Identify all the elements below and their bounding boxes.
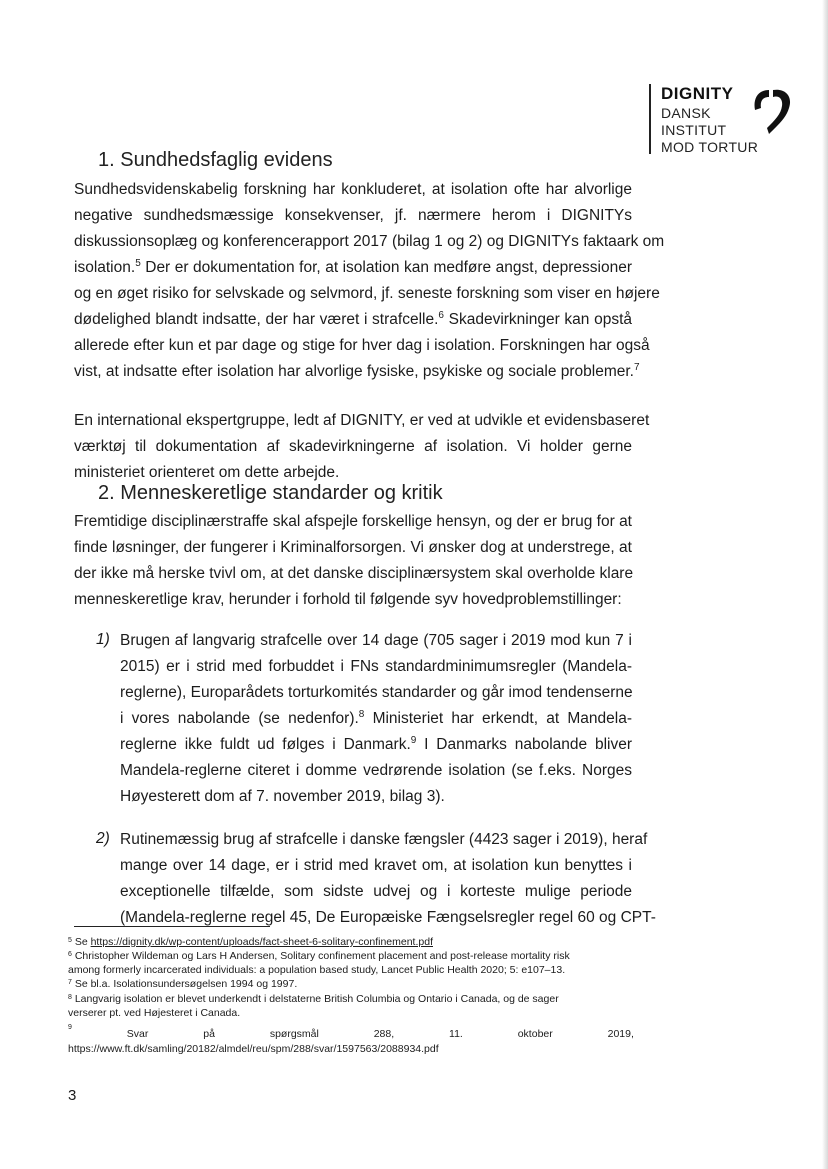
s2-intro-line: der ikke må herske tvivl om, at det danske disciplinærsystem skal overholde klare [74, 565, 634, 582]
dignity-mark-icon [749, 84, 797, 136]
footnote-ref: 9 [410, 735, 417, 746]
s1-p1-line: Sundhedsvidenskabelig forskning har konkluderet, at isolation ofte har alvorlige [74, 181, 632, 198]
item1-line: Høyesterett dom af 7. november 2019, bilag 3). [120, 788, 445, 805]
s1-p1-line: isolation.$^5$ Der er dokumentation for, at isolation kan medføre angst, depressioner [74, 258, 632, 276]
item1-line: 2015) er i strid med forbuddet i FNs standardminimumsregler (Mandela- [120, 658, 632, 675]
item2-line: Rutinemæssig brug af strafcelle i danske fængsler (4423 sager i 2019), heraf [120, 831, 648, 848]
logo-divider [649, 84, 651, 154]
s1-p1-line: og en øget risiko for selvskade og selvmord, jf. seneste forskning som viser en højere [74, 285, 660, 302]
s1-p1-line: negative sundhedsmæssige konsekvenser, jf. nærmere herom i DIGNITYs [74, 207, 632, 224]
dignity-logo [649, 84, 809, 154]
footnote-5: $^5$ Se https://dignity.dk/wp-content/uploads/fact-sheet-6-solitary-confinement.pdf [68, 936, 433, 948]
item1-line: reglerne ikke fuldt ud følges i Danmark.$^9$ I Danmarks nabolande bliver [120, 735, 632, 753]
s1-p1-line: diskussionsoplæg og konferencerapport 2017 (bilag 1 og 2) og DIGNITYs faktaark om [74, 233, 665, 250]
item2-line: mange over 14 dage, er i strid med kravet om, at isolation kun benyttes i [120, 857, 632, 874]
footnote-ref: 6 [438, 310, 444, 321]
item1-line: reglerne), Europarådets torturkomités standarder og går imod tendenserne [120, 684, 633, 701]
footnote-5-link[interactable]: https://dignity.dk/wp-content/uploads/fact-sheet-6-solitary-confinement.pdf [90, 936, 433, 948]
page-number: 3 [68, 1087, 77, 1104]
list-item-number: 1) [96, 631, 110, 648]
item2-line: (Mandela-reglerne regel 45, De Europæiske Fængselsregler regel 60 og CPT- [120, 909, 656, 926]
footnote-ref: 5 [135, 258, 141, 269]
footnote-ref: 8 [358, 709, 365, 720]
s1-p2-line: værktøj til dokumentation af skadevirkningerne af isolation. Vi holder gerne [74, 438, 632, 455]
item2-line: exceptionelle tilfælde, som sidste udvej og i korteste mulige periode [120, 883, 632, 900]
logo-line-1: DANSK [661, 105, 711, 121]
section-2-heading: 2. Menneskeretlige standarder og kritik [98, 482, 443, 504]
footnote-separator [74, 926, 270, 927]
footnote-8-cont: verserer pt. ved Højesteret i Canada. [68, 1007, 241, 1019]
footnote-6: $^6$ Christopher Wildeman og Lars H Andersen, Solitary confinement placement and post-release mortality risk [68, 950, 570, 962]
logo-brand: DIGNITY [661, 84, 734, 103]
logo-line-3: MOD TORTUR [661, 139, 759, 155]
s1-p2-line: En international ekspertgruppe, ledt af DIGNITY, er ved at udvikle et evidensbaseret [74, 412, 650, 429]
item1-line: i vores nabolande (se nedenfor).$^8$ Ministeriet har erkendt, at Mandela- [120, 709, 632, 727]
item1-line: Brugen af langvarig strafcelle over 14 dage (705 sager i 2019 mod kun 7 i [120, 632, 632, 649]
list-item-number: 2) [96, 830, 110, 847]
page-edge-shadow [822, 0, 828, 1169]
footnote-9: 9 Svar på spørgsmål 288, 11. oktober 2019, [68, 1024, 634, 1040]
s1-p1-line: dødelighed blandt indsatte, der har været i strafcelle.$^6$ Skadevirkninger kan opstå [74, 310, 632, 328]
s1-p1-line: allerede efter kun et par dage og stige for hver dag i isolation. Forskningen har også [74, 337, 650, 354]
footnote-6-cont: among formerly incarcerated individuals: a population based study, Lancet Public Health 2020; 5: e107–13. [68, 964, 566, 976]
s1-p2-line: ministeriet orienteret om dette arbejde. [74, 464, 340, 481]
s2-intro-line: Fremtidige disciplinærstraffe skal afspejle forskellige hensyn, og der er brug for at [74, 513, 632, 530]
s1-p1-line: vist, at indsatte efter isolation har alvorlige fysiske, psykiske og sociale problemer.$^7$ [74, 362, 640, 380]
footnote-8: $^8$ Langvarig isolation er blevet underkendt i delstaterne British Columbia og Ontario i Canada, og de sager [68, 993, 559, 1005]
footnote-7: $^7$ Se bl.a. Isolationsundersøgelsen 1994 og 1997. [68, 978, 298, 990]
item1-line: Mandela-reglerne citeret i domme vedrørende isolation (se f.eks. Norges [120, 762, 632, 779]
logo-line-2: INSTITUT [661, 122, 727, 138]
s2-intro-line: menneskeretlige krav, herunder i forhold til følgende syv hovedproblemstillinger: [74, 591, 622, 608]
footnote-ref: 7 [633, 362, 640, 373]
section-1-heading: 1. Sundhedsfaglig evidens [98, 149, 333, 171]
s2-intro-line: finde løsninger, der fungerer i Kriminalforsorgen. Vi ønsker dog at understrege, at [74, 539, 632, 556]
footnote-9-cont: https://www.ft.dk/samling/20182/almdel/reu/spm/288/svar/1597563/2088934.pdf [68, 1043, 439, 1055]
